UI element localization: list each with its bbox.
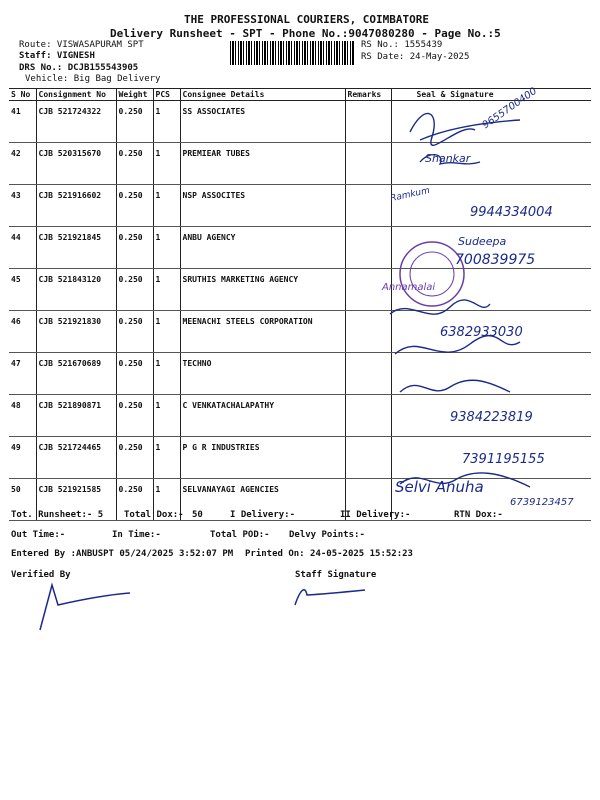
cell-sno: 44 [9,227,36,269]
cell-consignee: SS ASSOCIATES [180,101,345,143]
cell-consignee: NSP ASSOCITES [180,185,345,227]
cell-consignee: PREMIEAR TUBES [180,143,345,185]
total-dox-value: 50 [192,510,203,520]
route-label: Route: VISWASAPURAM SPT [19,40,144,50]
cell-consignment: CJB 521724465 [36,437,116,479]
cell-sno: 45 [9,269,36,311]
cell-weight: 0.250 [116,353,153,395]
tot-runsheet: Tot. Runsheet:- 5 [11,510,104,520]
col-header-remarks: Remarks [345,89,391,101]
verified-by-label: Verified By [11,570,71,580]
out-time-label: Out Time:- [11,530,66,540]
printed-on: Printed On: 24-05-2025 15:52:23 [245,549,413,559]
cell-weight: 0.250 [116,185,153,227]
cell-pcs: 1 [153,353,180,395]
delvy-points-label: Delvy Points:- [289,530,365,540]
cell-pcs: 1 [153,479,180,521]
cell-sno: 41 [9,101,36,143]
cell-sno: 46 [9,311,36,353]
handwritten-text: 6739123457 [510,497,574,508]
cell-sno: 47 [9,353,36,395]
cell-sno: 43 [9,185,36,227]
cell-weight: 0.250 [116,227,153,269]
cell-consignment: CJB 520315670 [36,143,116,185]
cell-weight: 0.250 [116,143,153,185]
cell-weight: 0.250 [116,311,153,353]
cell-consignee: TECHNO [180,353,345,395]
handwritten-text: Shankar [425,152,471,165]
cell-consignment: CJB 521724322 [36,101,116,143]
cell-consignee: P G R INDUSTRIES [180,437,345,479]
cell-weight: 0.250 [116,395,153,437]
ii-delivery-label: II Delivery:- [340,510,411,520]
company-name: THE PROFESSIONAL COURIERS, COIMBATORE [184,13,430,26]
cell-consignee: SELVANAYAGI AGENCIES [180,479,345,521]
handwritten-text: 9944334004 [470,205,553,220]
cell-sno: 49 [9,437,36,479]
cell-consignee: SRUTHIS MARKETING AGENCY [180,269,345,311]
cell-consignment: CJB 521843120 [36,269,116,311]
staff-signature-label: Staff Signature [295,570,377,580]
handwritten-text: Selvi Anuha [395,478,484,496]
total-dox-label: Total Dox:- [124,510,184,520]
staff-label: Staff: VIGNESH [19,51,95,61]
stamp-text: Annamalai [382,282,436,293]
handwritten-text: 6382933030 [440,325,523,340]
cell-sno: 48 [9,395,36,437]
cell-consignee: C VENKATACHALAPATHY [180,395,345,437]
entered-by: Entered By :ANBUSPT 05/24/2025 3:52:07 PM [11,549,234,559]
handwritten-text: Ramkum [389,185,431,205]
cell-pcs: 1 [153,437,180,479]
handwritten-text: 9655700400 [480,85,540,132]
cell-pcs: 1 [153,101,180,143]
rtn-dox-label: RTN Dox:- [454,510,503,520]
cell-consignee: MEENACHI STEELS CORPORATION [180,311,345,353]
cell-pcs: 1 [153,185,180,227]
col-header-weight: Weight [116,89,153,101]
rs-no-label: RS No.: 1555439 [361,40,443,50]
cell-weight: 0.250 [116,479,153,521]
cell-pcs: 1 [153,227,180,269]
cell-consignment: CJB 521890871 [36,395,116,437]
vehicle-label: Vehicle: Big Bag Delivery [25,74,161,84]
handwritten-text: 9384223819 [450,410,533,425]
cell-pcs: 1 [153,143,180,185]
staff-signature-icon [285,580,375,610]
cell-consignment: CJB 521921845 [36,227,116,269]
runsheet-title: Delivery Runsheet - SPT - Phone No.:9047080280 - Page No.:5 [110,27,501,40]
in-time-label: In Time:- [112,530,161,540]
handwritten-text: 7391195155 [462,452,545,467]
barcode-image [230,41,355,65]
cell-weight: 0.250 [116,101,153,143]
i-delivery-label: I Delivery:- [230,510,296,520]
handwritten-text: Sudeepa [458,235,507,248]
handwritten-signatures [380,92,600,512]
col-header-seal: Seal & Signature [391,89,591,101]
cell-sno: 42 [9,143,36,185]
rs-date-label: RS Date: 24-May-2025 [361,52,470,62]
total-pod-label: Total POD:- [210,530,270,540]
cell-consignment: CJB 521916602 [36,185,116,227]
cell-pcs: 1 [153,395,180,437]
col-header-consignee: Consignee Details [180,89,345,101]
cell-pcs: 1 [153,311,180,353]
cell-sno: 50 [9,479,36,521]
verifier-signature-icon [30,575,140,635]
cell-weight: 0.250 [116,269,153,311]
handwritten-text: 700839975 [455,252,536,268]
cell-consignee: ANBU AGENCY [180,227,345,269]
cell-consignment: CJB 521921830 [36,311,116,353]
cell-consignment: CJB 521670689 [36,353,116,395]
col-header-consignment: Consignment No [36,89,116,101]
cell-consignment: CJB 521921585 [36,479,116,521]
cell-weight: 0.250 [116,437,153,479]
cell-pcs: 1 [153,269,180,311]
col-header-pcs: PCS [153,89,180,101]
drs-no-label: DRS No.: DCJB155543905 [19,63,139,73]
col-header-sno: S No [9,89,36,101]
